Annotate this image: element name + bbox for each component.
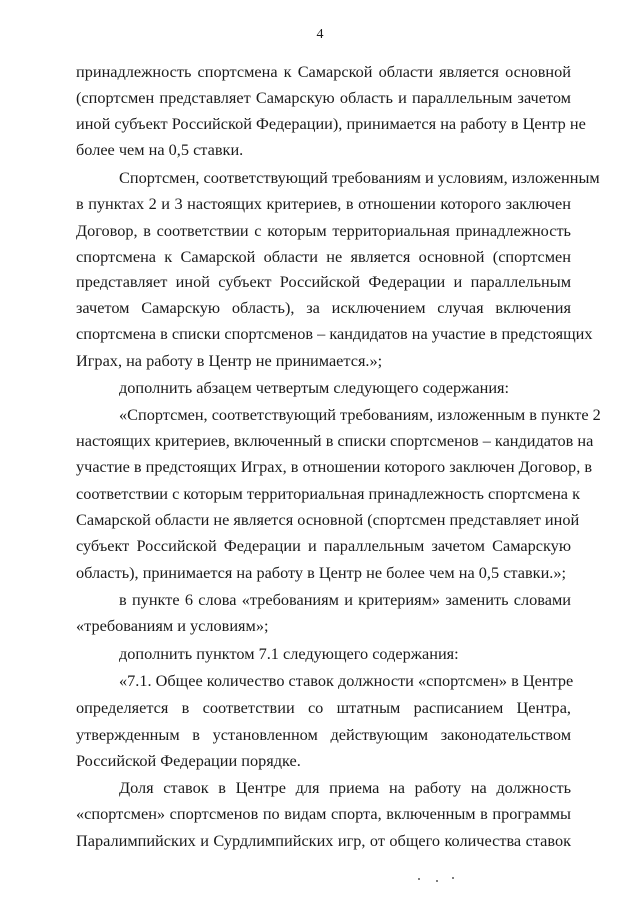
scan-speck	[436, 880, 438, 882]
text-line: настоящих критериев, включенный в списки спортсменов – кандидатов на	[76, 431, 594, 450]
text-line: Доля ставок в Центре для приема на работу на должность	[119, 778, 571, 797]
text-line: утвержденным в установленном действующим законодательством	[76, 725, 571, 744]
text-line: принадлежность спортсмена к Самарской области является основной	[76, 62, 571, 81]
text-line: Самарской области не является основной (спортсмен представляет иной	[76, 510, 580, 529]
text-line: соответствии с которым территориальная принадлежность спортсмена к	[76, 484, 580, 503]
text-line: Договор, в соответствии с которым территориальная принадлежность	[76, 221, 571, 240]
text-line: участие в предстоящих Играх, в отношении которого заключен Договор, в	[76, 457, 593, 476]
text-line: «спортсмен» спортсменов по видам спорта, включенным в программы	[76, 804, 571, 823]
text-line: «7.1. Общее количество ставок должности «спортсмен» в Центре	[119, 671, 574, 690]
text-line: дополнить пунктом 7.1 следующего содержания:	[119, 644, 459, 663]
text-line: иной субъект Российской Федерации), принимается на работу в Центр не	[76, 114, 586, 133]
text-line: субъект Российской Федерации и параллельным зачетом Самарскую	[76, 536, 571, 555]
scan-speck	[452, 877, 454, 879]
text-line: (спортсмен представляет Самарскую область и параллельным зачетом	[76, 88, 571, 107]
text-line: «Спортсмен, соответствующий требованиям, изложенным в пункте 2	[119, 405, 601, 424]
text-line: Играх, на работу в Центр не принимается.»;	[76, 351, 383, 370]
text-line: более чем на 0,5 ставки.	[76, 140, 244, 159]
text-line: зачетом Самарскую область), за исключением случая включения	[76, 298, 571, 317]
text-line: спортсмена к Самарской области не является основной (спортсмен	[76, 247, 571, 266]
text-line: область), принимается на работу в Центр не более чем на 0,5 ставки.»;	[76, 563, 567, 582]
text-line: Спортсмен, соответствующий требованиям и условиям, изложенным	[119, 168, 600, 187]
scan-speck	[418, 878, 420, 880]
page-number: 4	[316, 27, 324, 42]
text-line: определяется в соответствии со штатным расписанием Центра,	[76, 698, 571, 717]
text-line: представляет иной субъект Российской Федерации и параллельным	[76, 272, 571, 291]
text-line: Паралимпийских и Сурдлимпийских игр, от общего количества ставок	[76, 831, 571, 850]
text-line: дополнить абзацем четвертым следующего содержания:	[119, 378, 510, 397]
text-line: «требованиям и условиям»;	[76, 616, 269, 635]
text-line: в пункте 6 слова «требованиям и критериям» заменить словами	[119, 590, 571, 609]
text-line: спортсмена в списки спортсменов – кандидатов на участие в предстоящих	[76, 324, 593, 343]
text-line: в пунктах 2 и 3 настоящих критериев, в отношении которого заключен	[76, 194, 571, 213]
text-line: Российской Федерации порядке.	[76, 751, 301, 770]
